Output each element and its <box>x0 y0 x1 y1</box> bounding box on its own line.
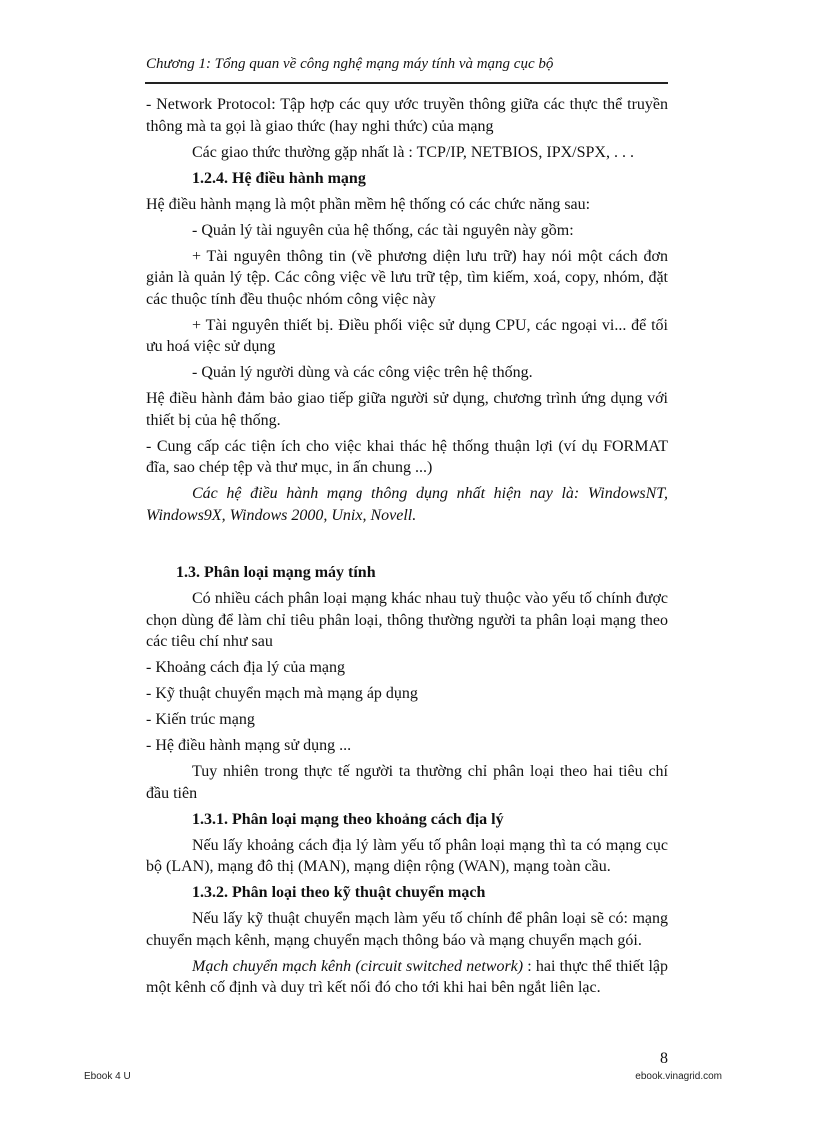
classification-intro-paragraph: Có nhiều cách phân loại mạng khác nhau tuỳ thuộc vào yếu tố chính được chọn dùng để làm chỉ tiêu phân loại, thông thường người ta phân loại mạng theo các tiêu chí như sau <box>146 590 668 650</box>
resource-management-paragraph: - Quản lý tài nguyên của hệ thống, các tài nguyên này gồm: <box>192 221 574 239</box>
page-content <box>146 94 668 1003</box>
network-protocol-paragraph: - Network Protocol: Tập hợp các quy ước truyền thông giữa các thực thể truyền thông mà ta gọi là giao thức (hay nghi thức) của mạng <box>146 96 668 135</box>
circuit-switched-description: : hai thực thể thiết lập một kênh cố định và duy trì kết nối đó cho tới khi hai bên ngắt liên lạc. <box>146 957 668 996</box>
footer-right: ebook.vinagrid.com <box>635 1071 722 1082</box>
chapter-header: Chương 1: Tổng quan về công nghệ mạng máy tính và mạng cục bộ <box>146 56 554 72</box>
heading-1-2-4: 1.2.4. Hệ điều hành mạng <box>192 169 366 187</box>
nos-intro-paragraph: Hệ điều hành mạng là một phần mềm hệ thống có các chức năng sau: <box>146 195 591 213</box>
header-rule <box>145 82 668 84</box>
circuit-switched-paragraph <box>146 956 668 999</box>
classification-note-paragraph: Tuy nhiên trong thực tế người ta thường chỉ phân loại theo hai tiêu chí đầu tiên <box>146 763 668 802</box>
list-item: - Kỹ thuật chuyển mạch mà mạng áp dụng <box>146 685 418 702</box>
list-item: - Khoảng cách địa lý của mạng <box>146 659 346 676</box>
common-nos-paragraph: Các hệ điều hành mạng thông dụng nhất hiện nay là: WindowsNT, Windows9X, Windows 2000, Unix, Novell. <box>146 485 668 524</box>
page-number: 8 <box>660 1050 668 1067</box>
user-management-paragraph: - Quản lý người dùng và các công việc trên hệ thống. <box>192 364 533 381</box>
common-protocols-paragraph: Các giao thức thường gặp nhất là : TCP/IP, NETBIOS, IPX/SPX, . . . <box>192 143 634 161</box>
device-resources-paragraph: + Tài nguyên thiết bị. Điều phối việc sử dụng CPU, các ngoại vi... để tối ưu hoá việc sử dụng <box>146 316 668 355</box>
list-item: - Hệ điều hành mạng sử dụng ... <box>146 737 352 754</box>
heading-1-3: 1.3. Phân loại mạng máy tính <box>176 564 376 581</box>
list-item: - Kiến trúc mạng <box>146 711 255 728</box>
switching-classification-paragraph: Nếu lấy kỹ thuật chuyển mạch làm yếu tố chính để phân loại sẽ có: mạng chuyển mạch kênh, mạng chuyển mạch thông báo và mạng chuyển mạch gói. <box>146 910 668 949</box>
geographic-classification-paragraph: Nếu lấy khoảng cách địa lý làm yếu tố phân loại mạng thì ta có mạng cục bộ (LAN), mạng đô thị (MAN), mạng diện rộng (WAN), mạng toàn cầu. <box>146 836 668 875</box>
utilities-paragraph: - Cung cấp các tiện ích cho việc khai thác hệ thống thuận lợi (ví dụ FORMAT đĩa, sao chép tệp và thư mục, in ấn chung ...) <box>146 437 668 476</box>
heading-1-3-2: 1.3.2. Phân loại theo kỹ thuật chuyển mạch <box>192 884 486 901</box>
heading-1-3-1: 1.3.1. Phân loại mạng theo khoảng cách địa lý <box>192 810 504 828</box>
footer-left: Ebook 4 U <box>84 1071 131 1082</box>
circuit-switched-term: Mạch chuyển mạch kênh (circuit switched network) <box>192 957 524 975</box>
information-resources-paragraph: + Tài nguyên thông tin (về phương diện lưu trữ) hay nói một cách đơn giản là quản lý tệp. Các công việc về lưu trữ tệp, tìm kiếm, xoá, copy, nhóm, đặt các thuộc tính đều thuộc nhóm công việc này <box>146 247 668 308</box>
nos-interface-paragraph: Hệ điều hành đảm bảo giao tiếp giữa người sử dụng, chương trình ứng dụng với thiết bị của hệ thống. <box>146 390 668 429</box>
